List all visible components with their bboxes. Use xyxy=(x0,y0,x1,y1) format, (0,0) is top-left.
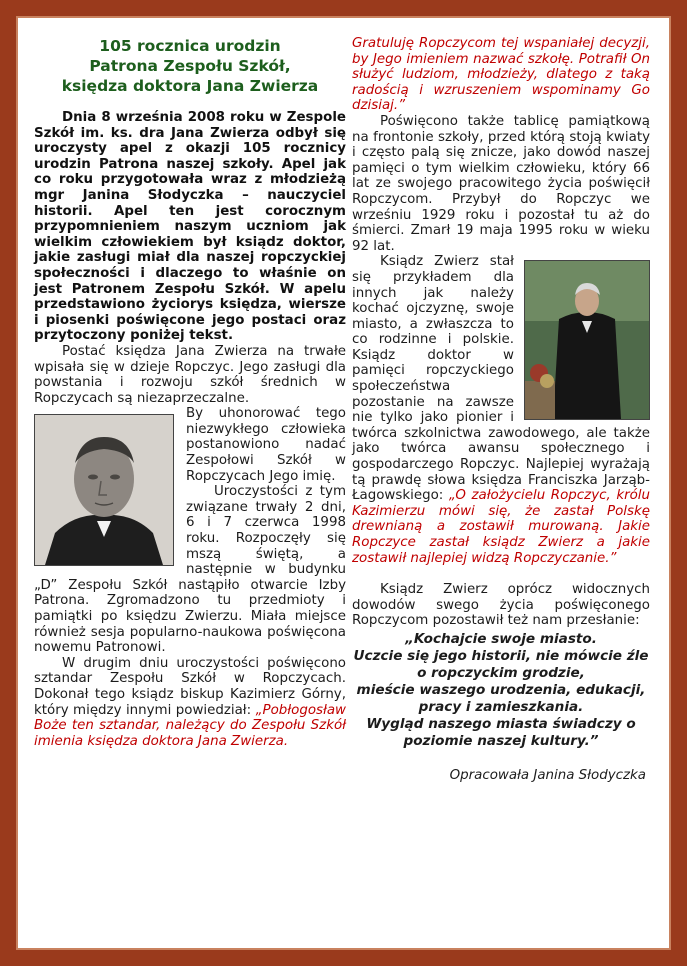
paragraph-plaque: Poświęcono także tablicę pamiątkową na frontonie szkoły, przed którą stoją kwiaty i często palą się znicze, jako dowód naszej pamięci o tym wielkim człowieku, który 66 lat ze swojego pracowitego życia poświęcił Ropczycom. Przybył do Ropczyc we wrześniu 1929 roku i pozostał tu aż do śmierci. Zmarł 19 maja 1995 roku w wieku 92 lat. xyxy=(352,113,650,254)
message-line: pracy i zamieszkania. xyxy=(418,698,584,715)
newsletter-page xyxy=(22,22,665,944)
message-line: Uczcie się jego historii, nie mówcie źle xyxy=(353,647,649,664)
left-column xyxy=(34,36,346,749)
bishop-quote-continued: Gratuluję Ropczycom tej wspaniałej decyzji, by Jego imieniem nazwać szkołę. Potrafił On służyć ludziom, młodzieży, dlatego z taką radością i wzruszeniem wspominamy Go dzisiaj.” xyxy=(352,36,650,114)
right-column xyxy=(352,36,650,784)
paragraph-legacy-text: Ksiądz Zwierz stał się przykładem dla innych jak należy kochać ojczyznę, swoje miasto, a zwłaszcza to co rodzinne i polskie. Ksiądz doktor w pamięci ropczyckiego społeczeństwa pozostanie na zawsze nie tylko jako pionier i twórca szkolnictwa zawodowego, ale także jako twórca awansu społecznego i gospodarczego Ropczyc. Najlepiej wyrażają tą prawdę słowa księdza Franciszka Jarząb-Łagowskiego: xyxy=(352,254,650,504)
paragraph-banner-text: W drugim dniu uroczystości poświęcono sztandar Zespołu Szkół w Ropczycach. Dokonał tego ksiądz biskup Kazimierz Górny, który między innymi powiedział: xyxy=(34,655,346,718)
paragraph-naming: By uhonorować tego niezwykłego człowieka postanowiono nadać Zespołowi Szkół w Ropczycach Jego imię. xyxy=(186,406,346,484)
paragraph-celebration: Uroczystości z tym związane trwały 2 dni, 6 i 7 czerwca 1998 roku. Rozpoczęły się mszą świętą, a następnie w budynku „D” Zespołu Szkół nastąpiło otwarcie Izby Patrona. Zgromadzono tu przedmioty i pamiątki po księdzu Zwierzu. Miała miejsce również sesja popularno-naukowa poświęcona nowemu Patronowi. xyxy=(34,484,346,656)
title-line-1: 105 rocznica urodzin xyxy=(99,37,281,55)
article-title xyxy=(34,36,346,96)
author-signature: Opracowała Janina Słodyczka xyxy=(449,767,646,783)
priest-portrait-photo xyxy=(34,414,174,566)
zwierz-message xyxy=(352,631,650,750)
paragraph-legacy xyxy=(352,254,650,566)
priest-painting-photo xyxy=(524,260,650,420)
message-line: „Kochajcie swoje miasto. xyxy=(405,630,597,647)
lagowski-quote: „O założycielu Ropczyc, królu Kazimierzu mówi się, że zastał Polskę drewnianą a zostawił murowaną. Jakie Ropczyce zastał ksiądz Zwierz a jakie zostawił najlepiej widzą Ropczyczanie.” xyxy=(352,488,650,566)
paragraph-message: Ksiądz Zwierz oprócz widocznych dowodów swego życia poświęconego Ropczycom pozostawił też nam przesłanie: xyxy=(352,582,650,629)
paragraph-banner xyxy=(34,656,346,750)
title-line-3: księdza doktora Jana Zwierza xyxy=(61,77,319,95)
message-line: o ropczyckim grodzie, xyxy=(417,664,585,681)
intro-paragraph: Dnia 8 września 2008 roku w Zespole Szkół im. ks. dra Jana Zwierza odbył się uroczysty apel z okazji 105 rocznicy urodzin Patrona naszej szkoły. Apel jak co roku przygotowała wraz z młodzieżą mgr Janina Słodyczka – nauczyciel historii. Apel ten jest corocznym przypomnieniem naszym uczniom jak wielkim człowiekiem był ksiądz doktor, jakie zasługi miał dla naszej ropczyckiej społeczności i dlaczego to właśnie on jest Patronem Zespołu Szkół. W apelu przedstawiono życiorys księdza, wiersze i piosenki poświęcone jego postaci oraz przytoczony poniżej tekst. xyxy=(34,110,346,344)
bishop-quote: „Pobłogosław Boże ten sztandar, należący do Zespołu Szkół imienia księdza doktora Jana Zwierza. xyxy=(34,702,346,749)
paragraph-history: Postać księdza Jana Zwierza na trwałe wpisała się w dzieje Ropczyc. Jego zasługi dla powstania i rozwoju szkół średnich w Ropczycach są niezaprzeczalne. xyxy=(34,343,346,406)
title-line-2: Patrona Zespołu Szkół, xyxy=(89,57,291,75)
message-line: Wygląd naszego miasta świadczy o xyxy=(366,715,636,732)
message-line: poziomie naszej kultury.” xyxy=(403,732,599,749)
message-line: mieście waszego urodzenia, edukacji, xyxy=(356,681,646,698)
